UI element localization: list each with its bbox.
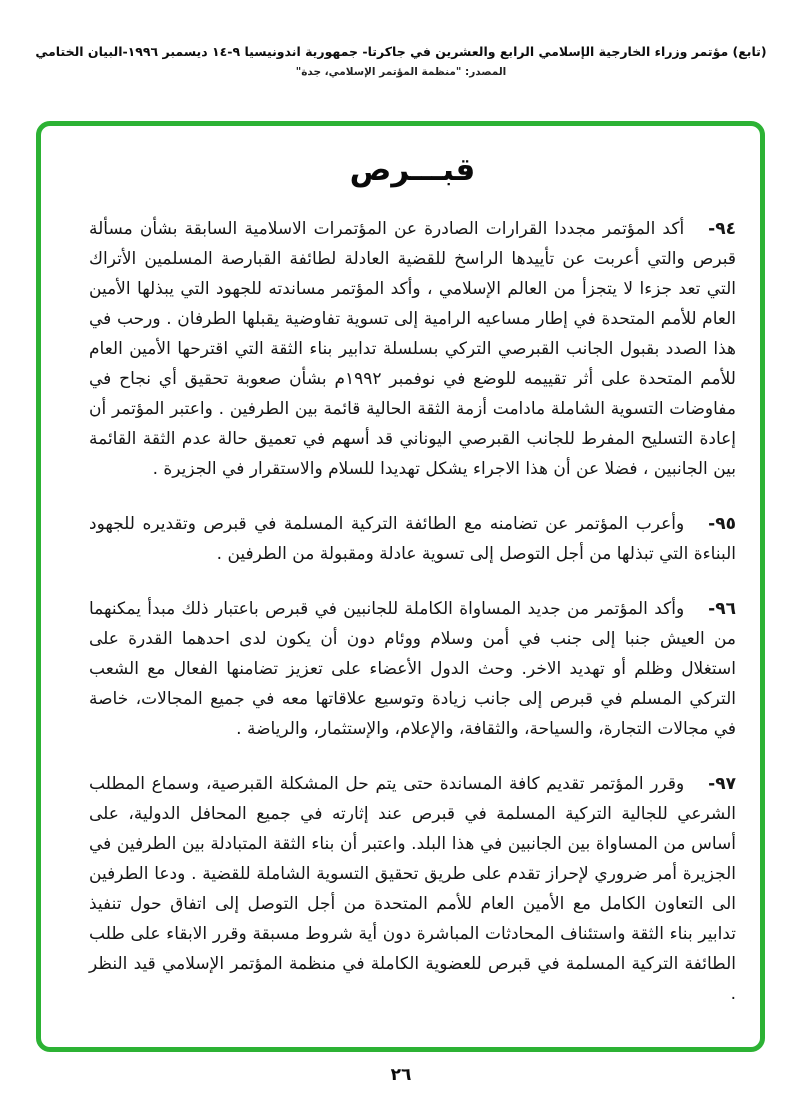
header-source-line: المصدر: "منظمة المؤتمر الإسلامي، جدة" — [295, 66, 507, 78]
paragraph-94 — [89, 214, 736, 484]
document-header — [0, 44, 802, 78]
paragraph-94-number: ٩٤- — [708, 219, 736, 239]
paragraph-95 — [89, 509, 736, 569]
paragraph-97-text: وقرر المؤتمر تقديم كافة المساندة حتى يتم حل المشكلة القبرصية، وسماع المطلب الشرعي للجالية التركية المسلمة في قبرص عند إثارته في جميع المحافل الدولية، على أساس من المساواة بين الجانبين في هذا البلد. واعتبر أن بناء الثقة المتبادلة بين الطرفين في الجزيرة أمر ضروري لإحراز تقدم على طريق تحقيق التسوية الشاملة للقضية . ودعا الطرفين الى التعاون الكامل مع الأمين العام للأمم المتحدة من أجل التوصل إلى اتفاق حول تنفيذ تدابير بناء الثقة واستئناف المحادثات المباشرة دون أية شروط مسبقة وقرر الابقاء على طلب الطائفة التركية المسلمة في قبرص للعضوية الكاملة في منظمة المؤتمر الإسلامي قيد النظر . — [89, 774, 736, 1004]
paragraph-95-text: وأعرب المؤتمر عن تضامنه مع الطائفة التركية المسلمة في قبرص وتقديره للجهود البناءة التي تبذلها من أجل التوصل إلى تسوية عادلة ومقبولة من الطرفين . — [89, 514, 736, 564]
paragraph-97 — [89, 769, 736, 1009]
header-conference-title: (تابع) مؤتمر وزراء الخارجية الإسلامي الرابع والعشرين في جاكرتا- جمهورية اندونيسيا ٩-١٤ ديسمبر ١٩٩٦-البيان الختامي — [35, 44, 767, 59]
paragraph-96-number: ٩٦- — [708, 599, 736, 619]
paragraph-96-text: وأكد المؤتمر من جديد المساواة الكاملة للجانبين في قبرص باعتبار ذلك مبدأ يمكنهما من العيش جنبا إلى جنب في أمن وسلام ووئام دون أن يكون لدى احدهما القدرة على استغلال وظلم أو تهديد الاخر. وحث الدول الأعضاء على تعزيز تضامنها الفعال مع الشعب التركي المسلم في قبرص إلى جانب زيادة وتوسيع علاقاتها معه في جميع المجالات، خاصة في مجالات التجارة، والسياحة، والثقافة، والإعلام، والإستثمار، والرياضة . — [89, 599, 736, 739]
green-content-frame — [36, 121, 765, 1052]
section-title-cyprus: قبـــرص — [349, 152, 476, 188]
page-number: ٢٦ — [390, 1065, 412, 1085]
paragraph-94-text: أكد المؤتمر مجددا القرارات الصادرة عن المؤتمرات الاسلامية السابقة بشأن مسألة قبرص والتي أعربت عن تأييدها الراسخ للقضية العادلة لطائفة القبارصة المسلمين الأتراك التي تعد جزءا لا يتجزأ من العالم الإسلامي ، وأكد المؤتمر مساندته للجهود التي يبذلها الأمين العام للأمم المتحدة في إطار مساعيه الرامية إلى تسوية تفاوضية يقبلها الطرفان . ورحب في هذا الصدد بقبول الجانب القبرصي التركي بسلسلة تدابير بناء الثقة التي اقترحها الأمين العام للأمم المتحدة على أثر تقييمه للوضع في نوفمبر ١٩٩٢م بشأن صعوبة تحقيق أي نجاح في مفاوضات التسوية الشاملة مادامت أزمة الثقة الحالية قائمة بين الطرفين . واعتبر المؤتمر أن إعادة التسليح المفرط للجانب القبرصي اليوناني قد أسهم في تعميق حالة عدم الثقة القائمة بين الجانبين ، فضلا عن أن هذا الاجراء يشكل تهديدا للسلام والاستقرار في الجزيرة . — [89, 219, 736, 479]
paragraph-95-number: ٩٥- — [708, 514, 736, 534]
paragraph-97-number: ٩٧- — [708, 774, 736, 794]
paragraph-96 — [89, 594, 736, 744]
